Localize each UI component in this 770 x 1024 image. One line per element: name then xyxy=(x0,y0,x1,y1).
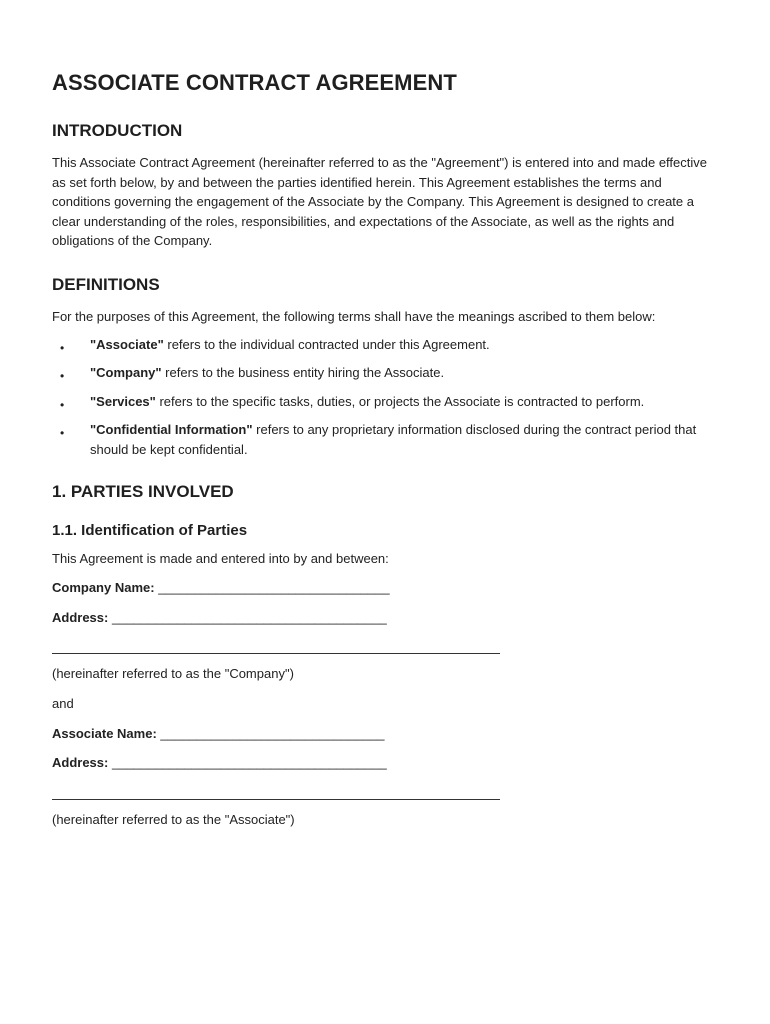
bullet-icon: • xyxy=(60,369,65,384)
and-text: and xyxy=(52,695,74,711)
company-reference: (hereinafter referred to as the "Company") xyxy=(52,666,294,682)
company-address-field[interactable]: ______________________________________ xyxy=(111,609,387,625)
definition-term: "Confidential Information" xyxy=(90,422,253,438)
document-title: ASSOCIATE CONTRACT AGREEMENT xyxy=(52,70,457,95)
associate-address-field[interactable]: ______________________________________ xyxy=(111,755,387,771)
bullet-icon: • xyxy=(60,426,65,441)
associate-name-label: Associate Name: xyxy=(52,725,157,741)
list-item xyxy=(52,420,710,459)
definition-text: refers to the business entity hiring the Associate. xyxy=(161,365,445,381)
bullet-icon: • xyxy=(60,340,65,355)
company-address-label: Address: xyxy=(52,609,109,625)
definition-term: "Associate" xyxy=(90,336,164,352)
definition-text: refers to the individual contracted under this Agreement. xyxy=(163,336,490,352)
definition-text: refers to the specific tasks, duties, or projects the Associate is contracted to perform. xyxy=(155,393,645,409)
definition-term: "Company" xyxy=(90,365,162,381)
introduction-heading: INTRODUCTION xyxy=(52,121,183,140)
parties-heading: 1. PARTIES INVOLVED xyxy=(52,481,234,501)
definitions-intro: For the purposes of this Agreement, the following terms shall have the meanings ascribed to them below: xyxy=(52,308,656,324)
list-item xyxy=(52,335,710,355)
introduction-text: This Associate Contract Agreement (hereinafter referred to as the "Agreement") is entered into and made effective as set forth below, by and between the parties identified herein. This Agreement establishes the terms and conditions governing the engagement of the Associate by the Company. This Agreement is designed to create a clear understanding of the roles, responsibilities, and expectations of the Associate, as well as the rights and obligations of the Company. xyxy=(52,155,708,249)
associate-address-line[interactable] xyxy=(52,753,710,773)
associate-address-label: Address: xyxy=(52,755,109,771)
company-address-field-2[interactable] xyxy=(52,637,500,654)
associate-address-field-2[interactable] xyxy=(52,783,500,800)
parties-intro: This Agreement is made and entered into by and between: xyxy=(52,550,389,566)
associate-reference: (hereinafter referred to as the "Associate") xyxy=(52,811,295,827)
definition-text: refers to any proprietary information disclosed during the contract period that should be kept confidential. xyxy=(90,422,697,457)
definitions-list xyxy=(52,335,710,460)
company-name-line[interactable] xyxy=(52,578,710,598)
bullet-icon: • xyxy=(60,397,65,412)
definitions-heading: DEFINITIONS xyxy=(52,274,160,294)
parties-subheading: 1.1. Identification of Parties xyxy=(52,521,248,539)
associate-name-field[interactable]: _______________________________ xyxy=(160,725,385,741)
associate-name-line[interactable] xyxy=(52,724,710,744)
company-address-line[interactable] xyxy=(52,608,710,628)
list-item xyxy=(52,363,710,383)
definition-term: "Services" xyxy=(90,393,156,409)
list-item xyxy=(52,392,710,412)
company-name-label: Company Name: xyxy=(52,580,155,596)
company-name-field[interactable]: ________________________________ xyxy=(158,580,390,596)
